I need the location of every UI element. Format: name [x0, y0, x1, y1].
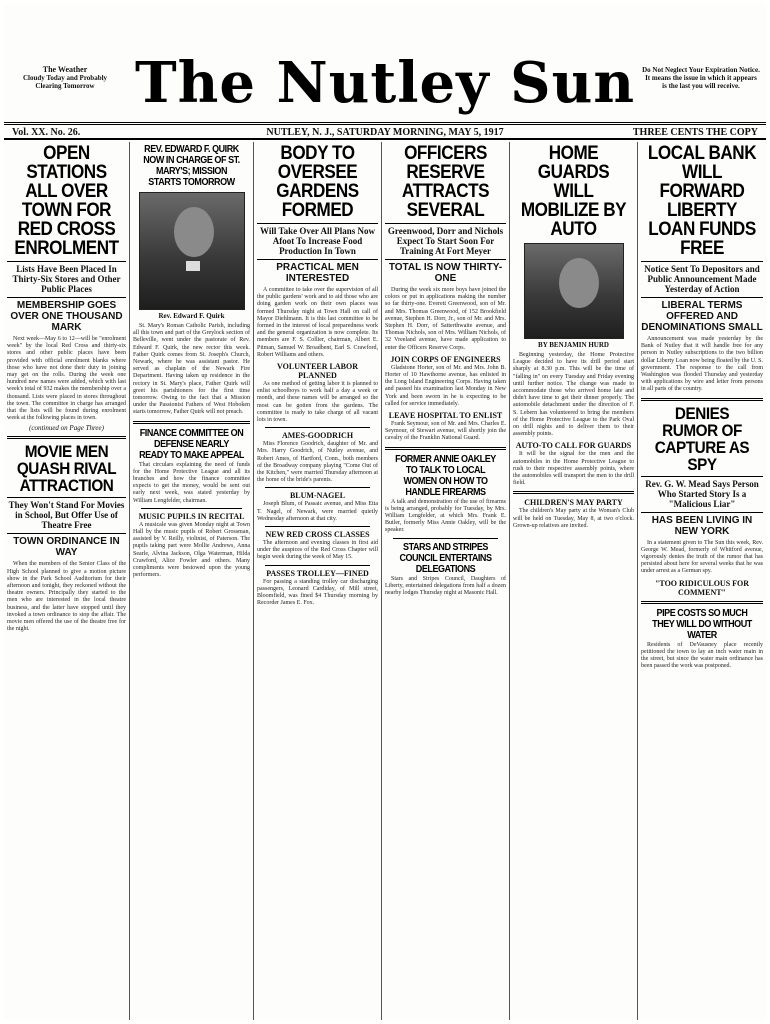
finance-body: That circulars explaining the need of funds for the Home Protective League and all its branches and how the finance committee expects to get the money, would be sent out early next week, was stated yesterday by William Lengfelder, chairman. [133, 461, 250, 504]
finance-headline: FINANCE COMMITTEE ON DEFENSE NEARLY READY TO MAKE APPEAL [139, 427, 244, 461]
hurd-caption: BY BENJAMIN HURD [538, 341, 609, 349]
home-guards-headline: HOME GUARDS WILL MOBILIZE BY AUTO [520, 143, 627, 240]
column-5 [510, 142, 638, 1020]
hurd-portrait [524, 243, 624, 339]
red-cross-classes-headline: NEW RED CROSS CLASSES [265, 530, 370, 540]
hospital-body: Frank Seymour, son of Mr. and Mrs. Charles E. Seymour, of Stewart avenue, will shortly join the cavalry of the Franklin National Guard. [385, 421, 506, 442]
home-guards-body: Beginning yesterday, the Home Protective League decided to have its drill period start sharply at 8.30 p.m. This will be the time of "falling in" on every Tuesday and Friday evening until further notice. The change was made to accommodate those who arrived home late and didn't have time to get their dinner properly. The automobile detachment under the direction of F. S. Lebern has volunteered to bring the members of the Home Protective League to the Park Oval on drill nights and to deliver them to their assembly points. [513, 352, 634, 438]
column-2 [130, 142, 254, 1020]
trolley-body: For passing a standing trolley car discharging passengers, Leonard Cardiday, of Mill street, Bloomfield, was fined $4 Thursday morning by Recorder James E. Fox. [257, 578, 378, 607]
hospital-subhead: LEAVE HOSPITAL TO ENLIST [388, 411, 503, 421]
auto-call-body: It will be the signal for the men and the automobiles in the Home Protective League to rush to their respective assembly points, where the automobiles will transport the men to the drill field. [513, 451, 634, 487]
column-3 [254, 142, 382, 1020]
movie-subdeck: TOWN ORDINANCE IN WAY [7, 533, 126, 558]
divider [393, 538, 498, 539]
pipe-headline: PIPE COSTS SO MUCH THEY WILL DO WITHOUT WATER [652, 607, 752, 641]
gardens-subdeck: PRACTICAL MEN INTERESTED [257, 259, 378, 284]
volume-number: Vol. XX. No. 26. [12, 127, 81, 138]
movie-headline: MOVIE MEN QUASH RIVAL ATTRACTION [16, 442, 117, 496]
engineers-subhead: JOIN CORPS OF ENGINEERS [390, 354, 501, 364]
may-party-headline: CHILDREN'S MAY PARTY [524, 498, 623, 508]
stars-stripes-body: Stars and Stripes Council, Daughters of Liberty, entertained delegations from half a dozen nearby lodges Thursday night at Masonic Hall. [385, 575, 506, 597]
divider [385, 447, 506, 450]
divider [141, 508, 242, 509]
divider [265, 565, 370, 566]
weather-title: The Weather [42, 65, 88, 74]
spy-deck: Rev. G. W. Mead Says Person Who Started Story Is a "Malicious Liar" [641, 476, 763, 509]
officers-deck: Greenwood, Dorr and Nichols Expect To Start Soon For Training At Fort Meyer [385, 223, 506, 256]
portrait-collar [186, 261, 200, 271]
spy-subdeck: HAS BEEN LIVING IN NEW YORK [641, 512, 763, 537]
gardens-body: A committee to take over the supervision of all the public gardens' work and to aid those who are doing garden work on their own places was formed Thursday night at Town Hall on call of Mayor Diehlmann. It is this last committee to be formed in the interest of local preparedness work and the general organization is now complete. Its members are F. S. Collier, chairman, Albert E. Pitman, Samuel W. Broadbent, Earl S. Crawford, Robert Williams and others. [257, 287, 378, 358]
divider [133, 421, 250, 424]
ames-headline: AMES-GOODRICH [281, 431, 354, 441]
stars-stripes-headline: STARS AND STRIPES COUNCIL ENTERTAINS DELEGATIONS [399, 541, 492, 575]
price: THREE CENTS THE COPY [632, 127, 758, 138]
liberty-loan-body: Announcement was made yesterday by the Bank of Nutley that it will handle free for any person in Nutley subscriptions to the two billion dollar Liberty Loan now being floated by the U. S. government. The response to the call from Washington was flooded Thursday and yesterday with applications by wire and letter from persons in all parts of the country. [641, 336, 763, 393]
trolley-headline: PASSES TROLLEY—FINED [266, 568, 369, 578]
oakley-body: A talk and demonstration of the use of firearms is being arranged, probably for Tuesday, by Mrs. William Lengfelder, at which Mrs. Frank E. Butler, formerly Miss Annie Oakley, will be the speaker. [385, 498, 506, 534]
expiration-ear [642, 66, 760, 90]
masthead: The Nutley Sun [134, 50, 636, 116]
portrait-face [174, 207, 214, 257]
movie-body: When the members of the Senior Class of the High School planned to give a motion picture show in the Park School Auditorium for their afternoon and tonight, they reckoned without the theatre owners. Principally they started to the men who are interested in the local theatre business, and the latter have stopped until they invoked a town ordinance to stop the affair. The movie men offered the use of the theatre free for the night. [7, 561, 126, 633]
divider [265, 487, 370, 488]
pipe-body: Residents of DeVausney place recently petitioned the town to lay an inch water main in the street, but since the water main ordinance has been passed the work was postponed. [641, 641, 763, 670]
continued-note: (continued on Page Three) [29, 424, 104, 433]
expiration-text: Do Not Neglect Your Expiration Notice. It means the issue in which it appears is the last you will receive. [642, 66, 760, 90]
columns [4, 142, 766, 1020]
blum-body: Joseph Blum, of Passaic avenue, and Miss Etta T. Nagel, of Newark, were married quietly Wednesday afternoon at that city. [257, 501, 378, 522]
divider [7, 436, 126, 439]
weather-text: Cloudy Today and Probably Clearing Tomorrow [22, 74, 108, 90]
quirk-headline: REV. EDWARD F. QUIRK NOW IN CHARGE OF ST. MARY'S; MISSION STARTS TOMORROW [143, 144, 240, 188]
oakley-headline: FORMER ANNIE OAKLEY TO TALK TO LOCAL WOMEN ON HOW TO HANDLE FIREARMS [395, 453, 496, 498]
quirk-portrait [139, 192, 245, 310]
red-cross-headline: OPEN STATIONS ALL OVER TOWN FOR RED CROSS ENROLMENT [14, 143, 119, 259]
column-4 [382, 142, 510, 1020]
liberty-loan-headline: LOCAL BANK WILL FORWARD LIBERTY LOAN FUNDS FREE [647, 143, 757, 259]
divider [641, 398, 763, 401]
dateline [4, 122, 766, 140]
spy-body: In a statement given to The Sun this week, Rev. George W. Mead, formerly of Whitford avenue, vigorously denies the truth of the rumor that has persisted about here for several weeks that he was under arrest as a German spy. [641, 539, 763, 575]
quirk-caption: Rev. Edward F. Quirk [158, 312, 225, 320]
red-cross-classes-body: The afternoon and evening classes in first aid under the auspices of the Red Cross Chapter will begin week during the week of May 15. [257, 540, 378, 561]
liberty-loan-subdeck: LIBERAL TERMS OFFERED AND DENOMINATIONS SMALL [641, 297, 763, 333]
gardens-headline: BODY TO OVERSEE GARDENS FORMED [276, 143, 359, 221]
may-party-body: The children's May party at the Woman's Club will be held on Tuesday, May 8, at two o'clock. Grown-up relatives are invited. [513, 508, 634, 529]
ridiculous-subhead: "TOO RIDICULOUS FOR COMMENT" [654, 578, 750, 597]
recital-body: A musicale was given Monday night at Town Hall by the music pupils of Robert Grossman, assisted by V. Reilly, violinist, of Paterson. The pupils taking part were Mollie Andrews, Anna Searle, Alvina Jackson, Olga Waterman, Hilda Crawford, Alice Fowler and others. Many compliments were bestowed upon the young performers. [133, 521, 250, 579]
column-6 [638, 142, 766, 1020]
divider [641, 601, 763, 604]
weather-ear [10, 66, 120, 90]
divider [265, 526, 370, 527]
blum-headline: BLUM-NAGEL [289, 491, 346, 501]
liberty-loan-deck: Notice Sent To Depositors and Public Announcement Made Yesterday of Action [641, 261, 763, 294]
recital-headline: MUSIC PUPILS IN RECITAL [138, 511, 245, 521]
movie-deck: They Won't Stand For Movies in School, But Offer Use of Theatre Free [7, 497, 126, 530]
date-place: NUTLEY, N. J., SATURDAY MORNING, MAY 5, 1917 [266, 127, 504, 138]
red-cross-body: Next week—May 6 to 12—will be "enrolment week" by the local Red Cross and thirty-six stores and other public places have been provided with official enrolment blanks where those who have not done their duty in joining may get on the rolls. During the week one hundred new names were added, which with last week's total of 932 makes the membership over a thousand. Lists were placed in stores throughout the town. The committee in charge has arranged that the lists will be found during enrolment week at the following places in town. [7, 336, 126, 422]
officers-subdeck: TOTAL IS NOW THIRTY-ONE [385, 259, 506, 284]
divider [265, 427, 370, 428]
gardens-deck: Will Take Over All Plans Now Afoot To Increase Food Production In Town [257, 223, 378, 256]
officers-body: During the week six more boys have joined the colors or put in applications making the number so far thirty-one. Everett Greenwood, son of Mr. and Mrs. Thomas Greenwood, of 152 Brookfield avenue, Stephen H. Dorr, Jr., son of Mr. and Mrs. Stephen H. Dorr, of Satterthwaite avenue, and Thomas Nichols, son of Mrs. William Nichols, of 32 Vreeland avenue, have made application to enter the Officers Reserve Corps. [385, 287, 506, 351]
engineers-body: Gladstone Horter, son of Mr. and Mrs. John B. Horter of 10 Hawthorne avenue, has enlisted in the Long Island Engineering Corps. Having taken and passed his examination last Monday in New York and been sworn in he is expecting to be called for service immediately. [385, 364, 506, 407]
officers-headline: OFFICERS RESERVE ATTRACTS SEVERAL [401, 143, 490, 221]
auto-call-subhead: AUTO-TO CALL FOR GUARDS [515, 441, 632, 451]
divider [513, 491, 634, 494]
column-1 [4, 142, 130, 1020]
volunteer-body: As one method of getting labor it is planned to enlist schoolboys to work half a day a week or month, and these names will be arranged so the most can be gotten from the gardens. The committee is ready to take charge of all vacant lots in town. [257, 381, 378, 424]
quirk-body: St. Mary's Roman Catholic Parish, including all this town and part of the Greylock section of Belleville, went under the pastorate of Rev. Edward F. Quirk, the new rector this week. Father Quirk comes from St. Joseph's Church, Newark, where he was assistant pastor. He served as chaplain of the Newark Fire Department. Having taken up residence in the rectory in St. Mary's place, Father Quirk will greet his parishioners for the first time tomorrow. Owing to the fact that a Mission under the Passionist Fathers of West Hoboken starts tomorrow, Father Quirk will not preach. [133, 323, 250, 416]
portrait-face [559, 258, 599, 308]
red-cross-deck: Lists Have Been Placed In Thirty-Six Stores and Other Public Places [7, 261, 126, 294]
red-cross-subdeck: MEMBERSHIP GOES OVER ONE THOUSAND MARK [7, 297, 126, 333]
volunteer-subhead: VOLUNTEER LABOR PLANNED [277, 362, 358, 381]
spy-headline: DENIES RUMOR OF CAPTURE AS SPY [654, 403, 750, 474]
ames-body: Miss Florence Goodrich, daughter of Mr. and Mrs. Harry Goodrich, of Nutley avenue, and Robert Ames, of Hartford, Conn., both members of the Broadway company playing "Come Out of the Kitchen," were married Thursday afternoon at the home of the bride's parents. [257, 441, 378, 484]
newspaper-page [4, 4, 766, 1020]
